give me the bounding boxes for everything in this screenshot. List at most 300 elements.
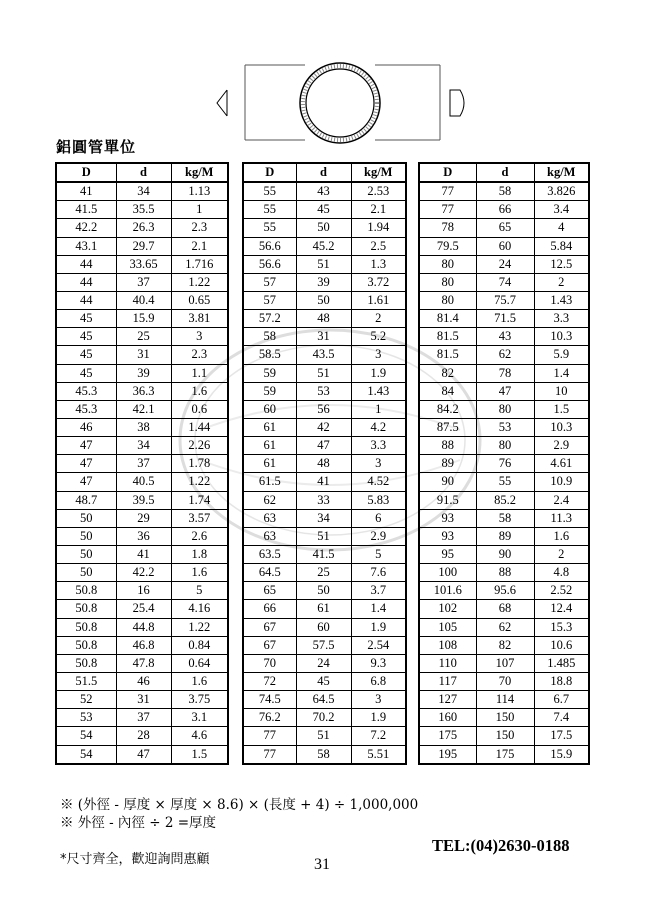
inner-diameter-cell: 43 — [476, 328, 534, 346]
inner-diameter-cell: 37 — [116, 709, 171, 727]
table-row — [56, 491, 228, 509]
weight-cell: 5 — [351, 545, 406, 563]
outer-diameter-cell: 44 — [56, 291, 116, 309]
weight-cell: 3.57 — [171, 509, 228, 527]
table-row — [243, 437, 406, 455]
table-row — [419, 437, 589, 455]
inner-diameter-cell: 35.5 — [116, 201, 171, 219]
weight-cell: 1.43 — [534, 291, 589, 309]
table-row — [419, 527, 589, 545]
weight-cell: 1 — [171, 201, 228, 219]
weight-cell: 3.3 — [351, 437, 406, 455]
inner-diameter-cell: 46.8 — [116, 636, 171, 654]
outer-diameter-cell: 160 — [419, 709, 476, 727]
inner-diameter-cell: 34 — [116, 182, 171, 201]
weight-cell: 1.43 — [351, 382, 406, 400]
table-row — [419, 672, 589, 690]
weight-cell: 4.52 — [351, 473, 406, 491]
table-row — [243, 691, 406, 709]
inner-diameter-cell: 31 — [116, 691, 171, 709]
table-row — [56, 582, 228, 600]
outer-diameter-cell: 63 — [243, 527, 296, 545]
table-row — [419, 346, 589, 364]
outer-diameter-cell: 53 — [56, 709, 116, 727]
table-row — [56, 455, 228, 473]
table-row — [56, 672, 228, 690]
weight-cell: 2 — [351, 310, 406, 328]
outer-diameter-cell: 100 — [419, 564, 476, 582]
table-row — [56, 219, 228, 237]
weight-cell: 1.61 — [351, 291, 406, 309]
weight-cell: 6.7 — [534, 691, 589, 709]
table-row — [56, 527, 228, 545]
inner-diameter-cell: 68 — [476, 600, 534, 618]
weight-cell: 1.44 — [171, 418, 228, 436]
header-row — [56, 163, 228, 182]
table-row — [56, 237, 228, 255]
table-row — [419, 219, 589, 237]
table-row — [419, 654, 589, 672]
outer-diameter-cell: 50 — [56, 527, 116, 545]
outer-diameter-cell: 77 — [243, 745, 296, 764]
weight-cell: 1.9 — [351, 364, 406, 382]
table-row — [243, 527, 406, 545]
table-row — [56, 727, 228, 745]
table-row — [243, 219, 406, 237]
outer-diameter-cell: 45 — [56, 328, 116, 346]
table-row — [419, 328, 589, 346]
inner-diameter-cell: 150 — [476, 709, 534, 727]
table-row — [56, 273, 228, 291]
inner-diameter-cell: 40.5 — [116, 473, 171, 491]
table-row — [419, 636, 589, 654]
inner-diameter-cell: 71.5 — [476, 310, 534, 328]
inner-diameter-cell: 50 — [296, 582, 351, 600]
inner-diameter-cell: 33.65 — [116, 255, 171, 273]
table-row — [56, 346, 228, 364]
weight-cell: 2.5 — [351, 237, 406, 255]
table-row — [56, 636, 228, 654]
weight-cell: 15.9 — [534, 745, 589, 764]
inner-diameter-cell: 66 — [476, 201, 534, 219]
outer-diameter-cell: 45 — [56, 346, 116, 364]
weight-cell: 1.6 — [171, 382, 228, 400]
inner-diameter-cell: 82 — [476, 636, 534, 654]
weight-cell: 5.2 — [351, 328, 406, 346]
table-row — [56, 600, 228, 618]
sizes-available-note: *尺寸齊全，歡迎詢問惠顧 — [60, 852, 210, 867]
outer-diameter-cell: 52 — [56, 691, 116, 709]
table-body — [243, 182, 406, 764]
table-row — [243, 636, 406, 654]
outer-diameter-cell: 76.2 — [243, 709, 296, 727]
inner-diameter-cell: 48 — [296, 455, 351, 473]
column-header: d — [476, 163, 534, 182]
outer-diameter-cell: 93 — [419, 509, 476, 527]
weight-cell: 15.3 — [534, 618, 589, 636]
outer-diameter-cell: 45 — [56, 364, 116, 382]
column-header: kg/M — [171, 163, 228, 182]
outer-diameter-cell: 65 — [243, 582, 296, 600]
table-row — [56, 545, 228, 563]
table-row — [56, 745, 228, 764]
pipe-table-2 — [242, 162, 407, 765]
inner-diameter-cell: 36.3 — [116, 382, 171, 400]
inner-diameter-cell: 58 — [476, 509, 534, 527]
weight-cell: 1.94 — [351, 219, 406, 237]
inner-diameter-cell: 39.5 — [116, 491, 171, 509]
outer-diameter-cell: 78 — [419, 219, 476, 237]
column-header: D — [56, 163, 116, 182]
inner-diameter-cell: 44.8 — [116, 618, 171, 636]
inner-diameter-cell: 41 — [116, 545, 171, 563]
table-header — [419, 163, 589, 182]
formula-note-weight: ※ (外徑 - 厚度 × 厚度 × 8.6) × (長度 + 4) ÷ 1,000,000 — [60, 797, 419, 813]
telephone-number: TEL:(04)2630-0188 — [432, 836, 570, 855]
inner-diameter-cell: 36 — [116, 527, 171, 545]
inner-diameter-cell: 61 — [296, 600, 351, 618]
weight-cell: 7.2 — [351, 727, 406, 745]
weight-cell: 2.26 — [171, 437, 228, 455]
column-header: D — [243, 163, 296, 182]
weight-cell: 5.9 — [534, 346, 589, 364]
inner-diameter-cell: 58 — [476, 182, 534, 201]
weight-cell: 4 — [534, 219, 589, 237]
outer-diameter-cell: 77 — [419, 201, 476, 219]
table-row — [243, 346, 406, 364]
outer-diameter-cell: 79.5 — [419, 237, 476, 255]
inner-diameter-cell: 95.6 — [476, 582, 534, 600]
inner-diameter-cell: 150 — [476, 727, 534, 745]
outer-diameter-cell: 88 — [419, 437, 476, 455]
outer-diameter-cell: 43.1 — [56, 237, 116, 255]
column-header: kg/M — [534, 163, 589, 182]
weight-cell: 1.13 — [171, 182, 228, 201]
table-row — [56, 709, 228, 727]
table-row — [56, 328, 228, 346]
weight-cell: 5 — [171, 582, 228, 600]
outer-diameter-cell: 80 — [419, 273, 476, 291]
weight-cell: 12.4 — [534, 600, 589, 618]
inner-diameter-cell: 40.4 — [116, 291, 171, 309]
column-header: kg/M — [351, 163, 406, 182]
inner-diameter-cell: 45 — [296, 201, 351, 219]
weight-cell: 0.6 — [171, 400, 228, 418]
pipe-table-3 — [418, 162, 590, 765]
inner-diameter-cell: 107 — [476, 654, 534, 672]
inner-diameter-cell: 24 — [476, 255, 534, 273]
outer-diameter-cell: 48.7 — [56, 491, 116, 509]
outer-diameter-cell: 81.5 — [419, 346, 476, 364]
weight-cell: 7.4 — [534, 709, 589, 727]
inner-diameter-cell: 51 — [296, 255, 351, 273]
weight-cell: 4.6 — [171, 727, 228, 745]
weight-cell: 5.84 — [534, 237, 589, 255]
table-row — [419, 418, 589, 436]
column-header: D — [419, 163, 476, 182]
table-row — [243, 255, 406, 273]
outer-diameter-cell: 93 — [419, 527, 476, 545]
inner-diameter-cell: 31 — [116, 346, 171, 364]
outer-diameter-cell: 87.5 — [419, 418, 476, 436]
weight-cell: 7.6 — [351, 564, 406, 582]
weight-cell: 6.8 — [351, 672, 406, 690]
outer-diameter-cell: 55 — [243, 201, 296, 219]
inner-diameter-cell: 57.5 — [296, 636, 351, 654]
inner-diameter-cell: 90 — [476, 545, 534, 563]
weight-cell: 11.3 — [534, 509, 589, 527]
table-row — [419, 182, 589, 201]
weight-cell: 3.81 — [171, 310, 228, 328]
inner-diameter-cell: 51 — [296, 727, 351, 745]
outer-diameter-cell: 57.2 — [243, 310, 296, 328]
inner-diameter-cell: 89 — [476, 527, 534, 545]
table-row — [419, 618, 589, 636]
weight-cell: 5.51 — [351, 745, 406, 764]
outer-diameter-cell: 55 — [243, 182, 296, 201]
table-row — [243, 201, 406, 219]
table-row — [419, 564, 589, 582]
inner-diameter-cell: 25 — [116, 328, 171, 346]
weight-cell: 17.5 — [534, 727, 589, 745]
outer-diameter-cell: 80 — [419, 255, 476, 273]
inner-diameter-cell: 74 — [476, 273, 534, 291]
table-row — [243, 364, 406, 382]
outer-diameter-cell: 60 — [243, 400, 296, 418]
table-row — [243, 491, 406, 509]
outer-diameter-cell: 90 — [419, 473, 476, 491]
outer-diameter-cell: 45.3 — [56, 382, 116, 400]
table-row — [243, 310, 406, 328]
inner-diameter-cell: 88 — [476, 564, 534, 582]
inner-diameter-cell: 33 — [296, 491, 351, 509]
inner-diameter-cell: 43 — [296, 182, 351, 201]
outer-diameter-cell: 105 — [419, 618, 476, 636]
outer-diameter-cell: 47 — [56, 455, 116, 473]
outer-diameter-cell: 84 — [419, 382, 476, 400]
table-row — [243, 455, 406, 473]
weight-cell: 1.22 — [171, 473, 228, 491]
outer-diameter-cell: 56.6 — [243, 255, 296, 273]
table-row — [419, 545, 589, 563]
outer-diameter-cell: 81.5 — [419, 328, 476, 346]
weight-cell: 10 — [534, 382, 589, 400]
outer-diameter-cell: 57 — [243, 273, 296, 291]
weight-cell: 4.2 — [351, 418, 406, 436]
outer-diameter-cell: 47 — [56, 437, 116, 455]
outer-diameter-cell: 47 — [56, 473, 116, 491]
weight-cell: 2.6 — [171, 527, 228, 545]
outer-diameter-cell: 41.5 — [56, 201, 116, 219]
inner-diameter-cell: 39 — [116, 364, 171, 382]
outer-diameter-cell: 56.6 — [243, 237, 296, 255]
table-row — [419, 255, 589, 273]
weight-cell: 10.3 — [534, 418, 589, 436]
outer-diameter-cell: 42.2 — [56, 219, 116, 237]
inner-diameter-cell: 34 — [296, 509, 351, 527]
outer-diameter-cell: 66 — [243, 600, 296, 618]
table-row — [243, 727, 406, 745]
inner-diameter-cell: 85.2 — [476, 491, 534, 509]
table-row — [243, 328, 406, 346]
table-row — [419, 273, 589, 291]
inner-diameter-cell: 62 — [476, 346, 534, 364]
outer-diameter-cell: 108 — [419, 636, 476, 654]
outer-diameter-cell: 62 — [243, 491, 296, 509]
table-row — [243, 509, 406, 527]
weight-cell: 3.3 — [534, 310, 589, 328]
outer-diameter-cell: 41 — [56, 182, 116, 201]
table-row — [419, 727, 589, 745]
inner-diameter-cell: 39 — [296, 273, 351, 291]
weight-cell: 3 — [351, 455, 406, 473]
outer-diameter-cell: 50.8 — [56, 618, 116, 636]
table-row — [56, 201, 228, 219]
table-row — [419, 237, 589, 255]
table-row — [56, 654, 228, 672]
table-row — [243, 745, 406, 764]
outer-diameter-cell: 58.5 — [243, 346, 296, 364]
table-row — [243, 618, 406, 636]
weight-cell: 2.9 — [351, 527, 406, 545]
table-body — [419, 182, 589, 764]
outer-diameter-cell: 175 — [419, 727, 476, 745]
table-row — [419, 400, 589, 418]
weight-cell: 2.3 — [171, 219, 228, 237]
inner-diameter-cell: 114 — [476, 691, 534, 709]
inner-diameter-cell: 24 — [296, 654, 351, 672]
inner-diameter-cell: 60 — [296, 618, 351, 636]
inner-diameter-cell: 37 — [116, 273, 171, 291]
table-row — [419, 310, 589, 328]
outer-diameter-cell: 95 — [419, 545, 476, 563]
table-row — [419, 491, 589, 509]
weight-cell: 1.485 — [534, 654, 589, 672]
weight-cell: 3 — [171, 328, 228, 346]
table-header — [56, 163, 228, 182]
outer-diameter-cell: 59 — [243, 364, 296, 382]
formula-note-thickness: ※ 外徑 - 內徑 ÷ 2 =厚度 — [60, 815, 217, 831]
inner-diameter-cell: 31 — [296, 328, 351, 346]
inner-diameter-cell: 65 — [476, 219, 534, 237]
table-row — [56, 618, 228, 636]
weight-cell: 1.6 — [534, 527, 589, 545]
outer-diameter-cell: 81.4 — [419, 310, 476, 328]
outer-diameter-cell: 127 — [419, 691, 476, 709]
weight-cell: 0.84 — [171, 636, 228, 654]
inner-diameter-cell: 80 — [476, 437, 534, 455]
inner-diameter-cell: 47 — [476, 382, 534, 400]
weight-cell: 0.65 — [171, 291, 228, 309]
table-row — [56, 255, 228, 273]
outer-diameter-cell: 72 — [243, 672, 296, 690]
outer-diameter-cell: 117 — [419, 672, 476, 690]
table-row — [56, 473, 228, 491]
weight-cell: 4.61 — [534, 455, 589, 473]
weight-cell: 2.9 — [534, 437, 589, 455]
weight-cell: 1.6 — [171, 564, 228, 582]
table-row — [243, 709, 406, 727]
outer-diameter-cell: 70 — [243, 654, 296, 672]
outer-diameter-cell: 50.8 — [56, 582, 116, 600]
weight-cell: 10.3 — [534, 328, 589, 346]
outer-diameter-cell: 55 — [243, 219, 296, 237]
inner-diameter-cell: 78 — [476, 364, 534, 382]
weight-cell: 1.5 — [171, 745, 228, 764]
table-row — [243, 564, 406, 582]
outer-diameter-cell: 50 — [56, 545, 116, 563]
weight-cell: 4.8 — [534, 564, 589, 582]
table-row — [56, 691, 228, 709]
table-row — [243, 600, 406, 618]
outer-diameter-cell: 50.8 — [56, 654, 116, 672]
inner-diameter-cell: 29 — [116, 509, 171, 527]
inner-diameter-cell: 56 — [296, 400, 351, 418]
outer-diameter-cell: 61 — [243, 455, 296, 473]
table-row — [419, 509, 589, 527]
weight-cell: 2.54 — [351, 636, 406, 654]
table-row — [56, 418, 228, 436]
weight-cell: 1.78 — [171, 455, 228, 473]
weight-cell: 2 — [534, 545, 589, 563]
weight-cell: 1.8 — [171, 545, 228, 563]
table-row — [243, 237, 406, 255]
inner-diameter-cell: 175 — [476, 745, 534, 764]
table-row — [419, 291, 589, 309]
outer-diameter-cell: 50.8 — [56, 600, 116, 618]
inner-diameter-cell: 15.9 — [116, 310, 171, 328]
table-row — [243, 654, 406, 672]
section-title: 鋁圓管單位 — [56, 138, 137, 156]
table-row — [243, 672, 406, 690]
inner-diameter-cell: 75.7 — [476, 291, 534, 309]
table-row — [243, 582, 406, 600]
inner-diameter-cell: 25.4 — [116, 600, 171, 618]
outer-diameter-cell: 74.5 — [243, 691, 296, 709]
weight-cell: 2.3 — [171, 346, 228, 364]
inner-diameter-cell: 37 — [116, 455, 171, 473]
inner-diameter-cell: 38 — [116, 418, 171, 436]
outer-diameter-cell: 80 — [419, 291, 476, 309]
weight-cell: 1.4 — [534, 364, 589, 382]
weight-cell: 4.16 — [171, 600, 228, 618]
weight-cell: 1.5 — [534, 400, 589, 418]
weight-cell: 0.64 — [171, 654, 228, 672]
outer-diameter-cell: 59 — [243, 382, 296, 400]
table-header — [243, 163, 406, 182]
table-row — [56, 182, 228, 201]
outer-diameter-cell: 195 — [419, 745, 476, 764]
weight-cell: 3.72 — [351, 273, 406, 291]
weight-cell: 1 — [351, 400, 406, 418]
outer-diameter-cell: 102 — [419, 600, 476, 618]
outer-diameter-cell: 44 — [56, 255, 116, 273]
table-body — [56, 182, 228, 764]
weight-cell: 9.3 — [351, 654, 406, 672]
weight-cell: 12.5 — [534, 255, 589, 273]
outer-diameter-cell: 67 — [243, 636, 296, 654]
outer-diameter-cell: 61 — [243, 437, 296, 455]
outer-diameter-cell: 54 — [56, 727, 116, 745]
table-row — [419, 201, 589, 219]
weight-cell: 3.826 — [534, 182, 589, 201]
outer-diameter-cell: 58 — [243, 328, 296, 346]
outer-diameter-cell: 44 — [56, 273, 116, 291]
weight-cell: 1.6 — [171, 672, 228, 690]
weight-cell: 10.9 — [534, 473, 589, 491]
inner-diameter-cell: 42.1 — [116, 400, 171, 418]
table-row — [243, 400, 406, 418]
